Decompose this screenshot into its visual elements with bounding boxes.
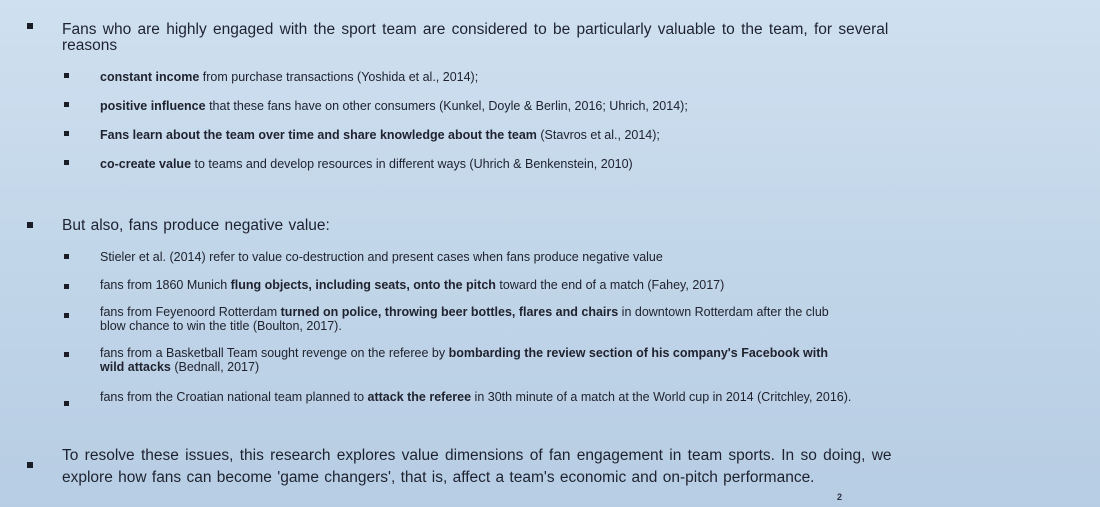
item-bold-text: turned on police, throwing beer bottles, flares and chairs xyxy=(280,305,619,319)
item-text: toward the end of a match (Fahey, 2017) xyxy=(495,278,725,292)
item-line xyxy=(100,305,829,319)
bullet-marker xyxy=(27,222,33,228)
item-bold-text: bombarding the review section of his company's Facebook with xyxy=(448,346,829,360)
item-text: fans from 1860 Munich xyxy=(100,278,231,292)
item-text: to teams and develop resources in different ways (Uhrich & Benkenstein, 2010) xyxy=(191,157,633,171)
bullet-marker xyxy=(27,462,33,468)
section3-line1: To resolve these issues, this research explores value dimensions of fan engagement in team sports. In so doing, we xyxy=(62,447,892,464)
section1-item-2 xyxy=(100,99,688,113)
item-text: fans from the Croatian national team planned to xyxy=(100,390,368,404)
item-text: (Stavros et al., 2014); xyxy=(536,128,660,142)
bullet-marker xyxy=(64,73,69,78)
bullet-marker xyxy=(64,254,69,259)
bullet-marker xyxy=(64,131,69,136)
bullet-marker xyxy=(64,284,69,289)
item-text: from purchase transactions (Yoshida et al., 2014); xyxy=(199,70,479,84)
bullet-marker xyxy=(64,313,69,318)
section1-item-3 xyxy=(100,128,660,142)
item-text: that these fans have on other consumers (Kunkel, Doyle & Berlin, 2016; Uhrich, 2014); xyxy=(205,99,688,113)
bullet-marker xyxy=(27,23,33,29)
item-line xyxy=(100,346,828,360)
item-text: in 30th minute of a match at the World cup in 2014 (Critchley, 2016). xyxy=(471,390,852,404)
section1-item-4 xyxy=(100,157,633,171)
item-text: fans from a Basketball Team sought revenge on the referee by xyxy=(100,346,449,360)
section1-intro-line2: reasons xyxy=(62,37,118,54)
section1-intro-line1: Fans who are highly engaged with the sport team are considered to be particularly valuable to the team, for several xyxy=(62,21,889,38)
bullet-marker xyxy=(64,160,69,165)
item-text: fans from Feyenoord Rotterdam xyxy=(100,305,281,319)
item-line xyxy=(100,360,828,374)
item-line: blow chance to win the title (Boulton, 2017). xyxy=(100,319,342,333)
section2-intro: But also, fans produce negative value: xyxy=(62,217,330,234)
item-bold-text: co-create value xyxy=(100,157,192,171)
item-bold-text: Fans learn about the team over time and share knowledge about the team xyxy=(100,128,537,142)
section2-item-4 xyxy=(100,346,828,374)
section1-item-1 xyxy=(100,70,478,84)
item-bold-text: constant income xyxy=(100,70,200,84)
item-bold-text: flung objects, including seats, onto the pitch xyxy=(230,278,496,292)
bullet-marker xyxy=(64,401,69,406)
section3-line2: explore how fans can become 'game changers', that is, affect a team's economic and on-pitch performance. xyxy=(62,469,815,486)
item-text: in downtown Rotterdam after the club xyxy=(618,305,829,319)
bullet-marker xyxy=(64,102,69,107)
page-number: 2 xyxy=(837,492,843,502)
item-bold-text: positive influence xyxy=(100,99,206,113)
section2-item-5 xyxy=(100,390,851,404)
bullet-marker xyxy=(64,352,69,357)
item-text: (Bednall, 2017) xyxy=(170,360,260,374)
section2-item-2 xyxy=(100,278,724,292)
item-bold-text: attack the referee xyxy=(367,390,472,404)
item-bold-text: wild attacks xyxy=(100,360,171,374)
section2-item-3 xyxy=(100,305,829,333)
section2-item-1: Stieler et al. (2014) refer to value co-destruction and present cases when fans produce negative value xyxy=(100,250,663,264)
